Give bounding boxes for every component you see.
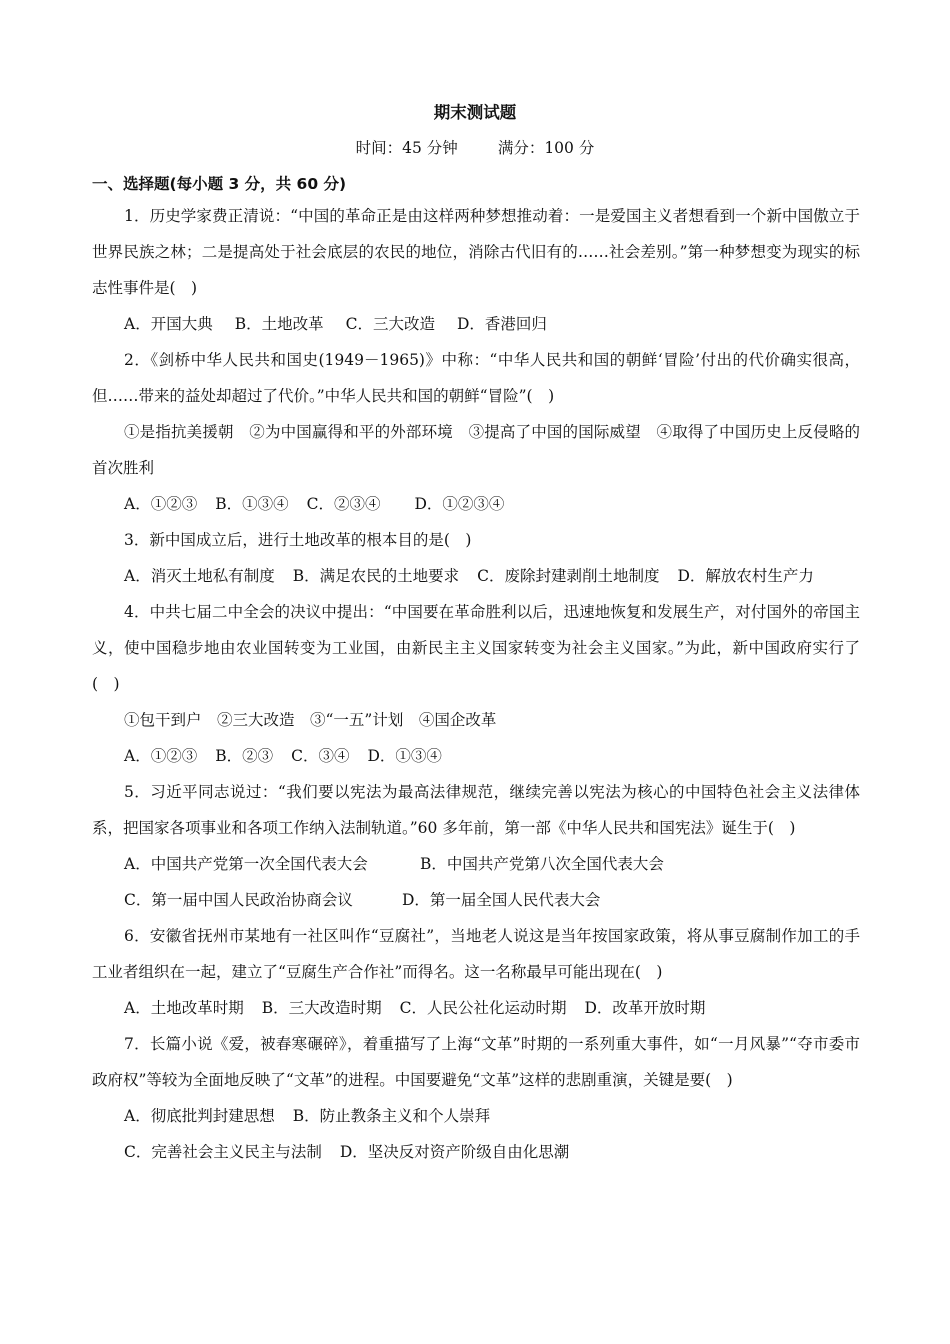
question-options (92, 486, 860, 522)
time-label: 时间：45 分钟 (355, 139, 458, 157)
option: C．废除封建剥削土地制度 (477, 567, 660, 585)
option: A．①②③ (124, 747, 198, 765)
question-stem: 7．长篇小说《爱，被春寒碾碎》，着重描写了上海“文革”时期的一系列重大事件，如“一月风暴”“夺市委市政府权”等较为全面地反映了“文革”的进程。中国要避免“文革”这样的悲剧重演，关键是要( ) (92, 1035, 860, 1089)
option: B．防止教条主义和个人崇拜 (292, 1107, 491, 1125)
question-stem: 6．安徽省抚州市某地有一社区叫作“豆腐社”，当地老人说这是当年按国家政策，将从事豆腐制作加工的手工业者组织在一起，建立了“豆腐生产合作社”而得名。这一名称最早可能出现在( ) (92, 927, 860, 981)
question-options (92, 882, 860, 918)
question-options (92, 1098, 860, 1134)
question-stem: 1．历史学家费正清说：“中国的革命正是由这样两种梦想推动着：一是爱国主义者想看到一个新中国傲立于世界民族之林；二是提高处于社会底层的农民的地位，消除古代旧有的……社会差别。”第一种梦想变为现实的标志性事件是( ) (92, 207, 860, 297)
option: D．解放农村生产力 (677, 567, 814, 585)
question-stem: 5．习近平同志说过：“我们要以宪法为最高法律规范，继续完善以宪法为核心的中国特色社会主义法律体系，把国家各项事业和各项工作纳入法制轨道。”60 多年前，第一部《中华人民共和国宪法》诞生于( ) (92, 783, 860, 837)
question-stem: 4．中共七届二中全会的决议中提出：“中国要在革命胜利以后，迅速地恢复和发展生产，对付国外的帝国主义，使中国稳步地由农业国转变为工业国，由新民主主义国家转变为社会主义国家。”为此，新中国政府实行了( ) (92, 603, 860, 693)
question-options (92, 990, 860, 1026)
option: A．①②③ (124, 495, 198, 513)
question-options (92, 1134, 860, 1170)
option: C．完善社会主义民主与法制 (124, 1143, 322, 1161)
option: A．中国共产党第一次全国代表大会 (124, 855, 368, 873)
exam-info (0, 136, 950, 158)
option: B．三大改造时期 (261, 999, 382, 1017)
question-stem: 3．新中国成立后，进行土地改革的根本目的是( ) (124, 531, 472, 549)
question-statements: ①是指抗美援朝 ②为中国赢得和平的外部环境 ③提高了中国的国际威望 ④取得了中国历史上反侵略的首次胜利 (92, 423, 860, 477)
option: B．土地改革 (234, 315, 324, 333)
question-options (92, 306, 860, 342)
question-options (92, 738, 860, 774)
option: D．①③④ (367, 747, 442, 765)
option: A．彻底批判封建思想 (124, 1107, 275, 1125)
question-stem: 2．《剑桥中华人民共和国史(1949－1965)》中称：“中华人民共和国的朝鲜‘冒险’付出的代价确实很高，但……带来的益处却超过了代价。”中华人民共和国的朝鲜“冒险”( ) (92, 351, 860, 405)
page-title: 期末测试题 (433, 103, 517, 122)
option: D．香港回归 (456, 315, 547, 333)
option: D．改革开放时期 (584, 999, 706, 1017)
option: B．中国共产党第八次全国代表大会 (420, 855, 664, 873)
option: C．人民公社化运动时期 (399, 999, 567, 1017)
score-label: 满分：100 分 (497, 139, 595, 157)
option: D．第一届全国人民代表大会 (402, 891, 601, 909)
section-heading: 一、选择题(每小题 3 分，共 60 分) (92, 175, 347, 193)
option: A．开国大典 (124, 315, 213, 333)
option: B．满足农民的土地要求 (292, 567, 460, 585)
option: D．坚决反对资产阶级自由化思潮 (339, 1143, 570, 1161)
option: B．②③ (215, 747, 274, 765)
option: A．土地改革时期 (124, 999, 244, 1017)
question-statements: ①包干到户 ②三大改造 ③“一五”计划 ④国企改革 (124, 711, 497, 729)
option: A．消灭土地私有制度 (124, 567, 275, 585)
option: C．三大改造 (345, 315, 435, 333)
option: D．①②③④ (414, 495, 505, 513)
option: C．第一届中国人民政治协商会议 (124, 891, 353, 909)
question-options (92, 846, 860, 882)
option: C．②③④ (306, 495, 381, 513)
question-options (92, 558, 860, 594)
question-list (92, 198, 860, 1170)
option: C．③④ (291, 747, 350, 765)
option: B．①③④ (215, 495, 289, 513)
